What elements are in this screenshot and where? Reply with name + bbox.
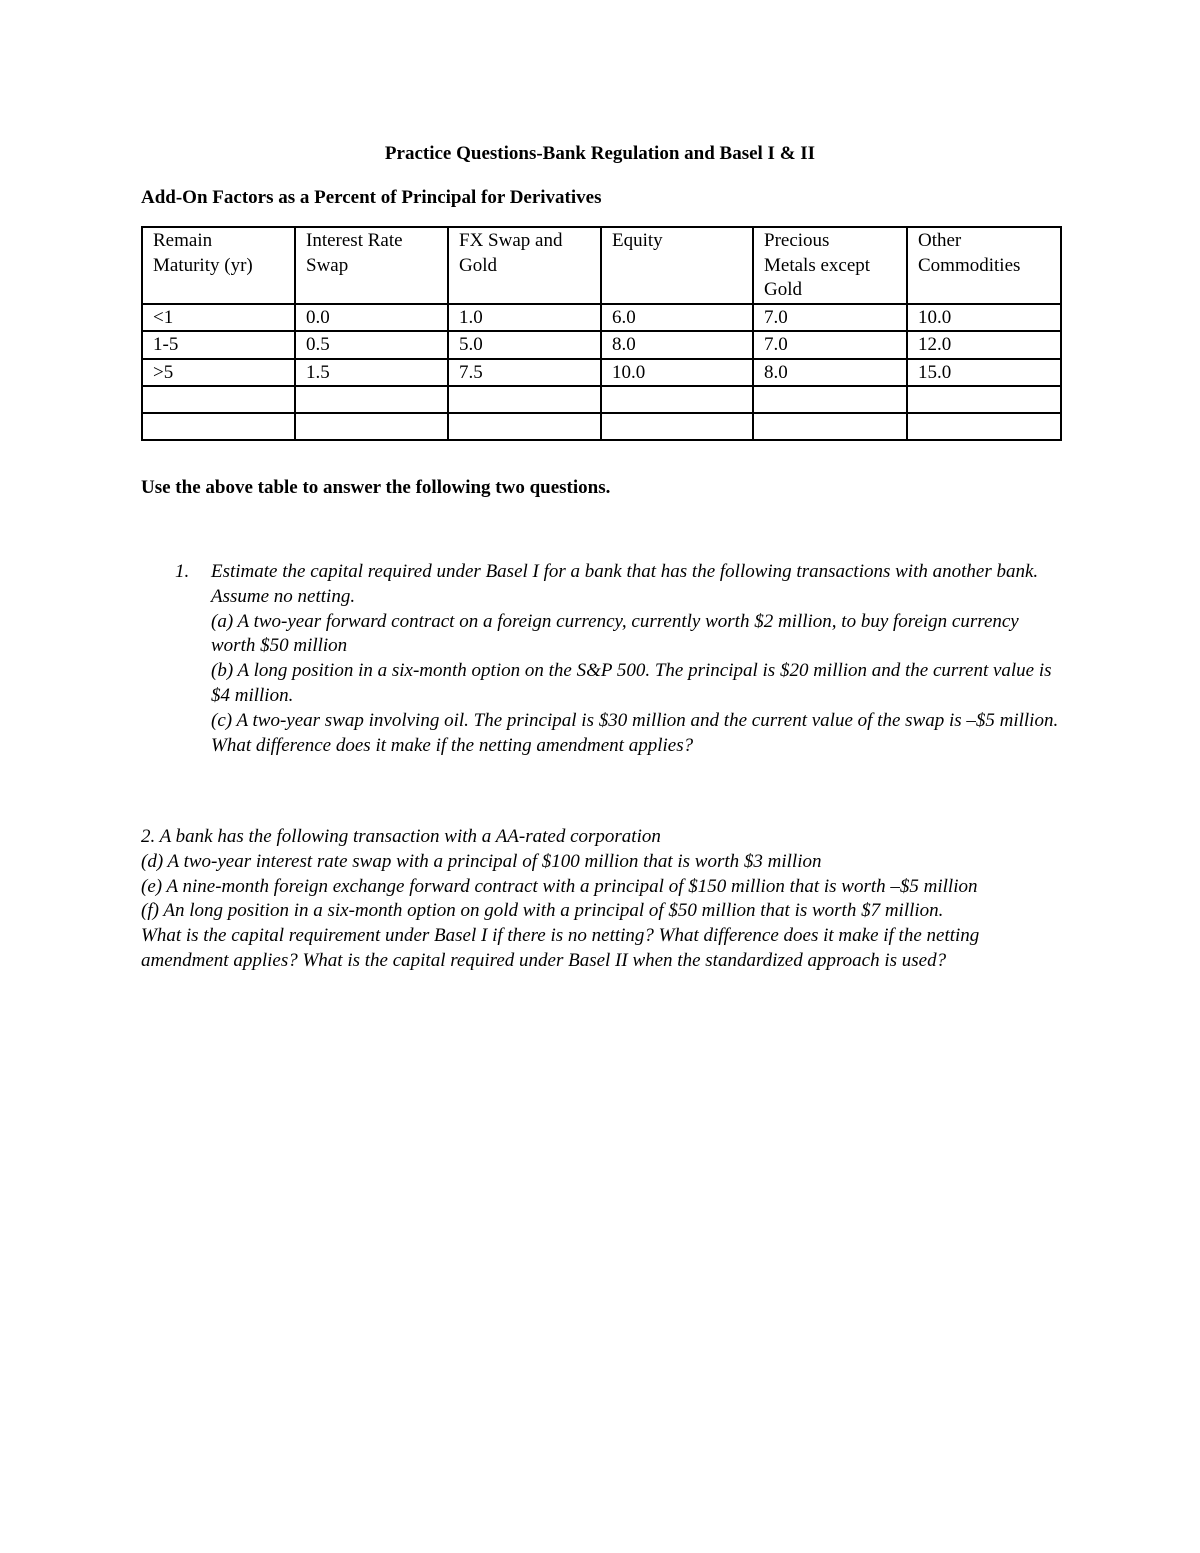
table-row-empty [142, 413, 1061, 440]
table-cell: 1-5 [142, 331, 295, 359]
header-cell: Other Commodities [907, 227, 1061, 304]
table-cell [448, 413, 601, 440]
table-cell: 1.5 [295, 359, 448, 387]
table-row [142, 359, 1061, 387]
question-1 [175, 560, 1065, 758]
header-cell: FX Swap and Gold [448, 227, 601, 304]
table-cell: 7.5 [448, 359, 601, 387]
header-cell: Remain Maturity (yr) [142, 227, 295, 304]
table-cell: 8.0 [601, 331, 753, 359]
add-on-factors-table [141, 226, 1062, 441]
question-2-intro: 2. A bank has the following transaction with a AA-rated corporation [141, 826, 661, 847]
table-cell [142, 413, 295, 440]
page-title: Practice Questions-Bank Regulation and Basel I & II [384, 143, 816, 164]
table-cell: 5.0 [448, 331, 601, 359]
question-2-item-e: (e) A nine-month foreign exchange forward contract with a principal of $150 million that is worth –$5 million [141, 875, 978, 897]
instruction-text: Use the above table to answer the following two questions. [141, 477, 611, 498]
table-cell: 7.0 [753, 331, 907, 359]
table-cell: >5 [142, 359, 295, 387]
question-1-item-b: (b) A long position in a six-month option on the S&P 500. The principal is $20 million and the current value is $4 million. [211, 660, 1052, 706]
question-1-intro: Estimate the capital required under Basel I for a bank that has the following transactions with another bank. Assume no netting. [211, 561, 1039, 607]
table-header-row [142, 227, 1061, 304]
question-2 [141, 825, 1061, 974]
table-row [142, 331, 1061, 359]
table-cell [753, 413, 907, 440]
table-cell: <1 [142, 304, 295, 332]
question-2-item-f: (f) An long position in a six-month option on gold with a principal of $50 million that is worth $7 million. [141, 900, 944, 922]
question-1-body [211, 560, 1065, 758]
table-cell: 6.0 [601, 304, 753, 332]
table-cell: 0.5 [295, 331, 448, 359]
table-caption: Add-On Factors as a Percent of Principal for Derivatives [141, 187, 602, 208]
table-cell: 8.0 [753, 359, 907, 387]
table-cell [601, 413, 753, 440]
question-1-item-a: (a) A two-year forward contract on a foreign currency, currently worth $2 million, to buy foreign currency worth $50 million [211, 610, 1019, 657]
question-2-followup: What is the capital requirement under Basel I if there is no netting? What difference does it make if the netting amendment applies? What is the capital required under Basel II when the standardized approach is used? [141, 925, 980, 971]
table-cell: 15.0 [907, 359, 1061, 387]
header-cell: Interest Rate Swap [295, 227, 448, 304]
table-row [142, 304, 1061, 332]
table-cell: 1.0 [448, 304, 601, 332]
table-cell: 12.0 [907, 331, 1061, 359]
table-cell [907, 413, 1061, 440]
table-cell [753, 386, 907, 413]
table-cell: 7.0 [753, 304, 907, 332]
question-2-item-d: (d) A two-year interest rate swap with a principal of $100 million that is worth $3 million [141, 850, 822, 872]
table-cell [448, 386, 601, 413]
table-row-empty [142, 386, 1061, 413]
header-cell: Precious Metals except Gold [753, 227, 907, 304]
header-cell: Equity [601, 227, 753, 304]
table-cell [907, 386, 1061, 413]
table-cell: 0.0 [295, 304, 448, 332]
table-cell [295, 413, 448, 440]
table-cell [601, 386, 753, 413]
question-1-followup: What difference does it make if the netting amendment applies? [211, 734, 694, 756]
question-1-item-c: (c) A two-year swap involving oil. The principal is $30 million and the current value of the swap is –$5 million. [211, 709, 1059, 731]
table-cell: 10.0 [601, 359, 753, 387]
table-cell [142, 386, 295, 413]
question-1-number: 1. [175, 561, 190, 582]
table-cell [295, 386, 448, 413]
table-cell: 10.0 [907, 304, 1061, 332]
